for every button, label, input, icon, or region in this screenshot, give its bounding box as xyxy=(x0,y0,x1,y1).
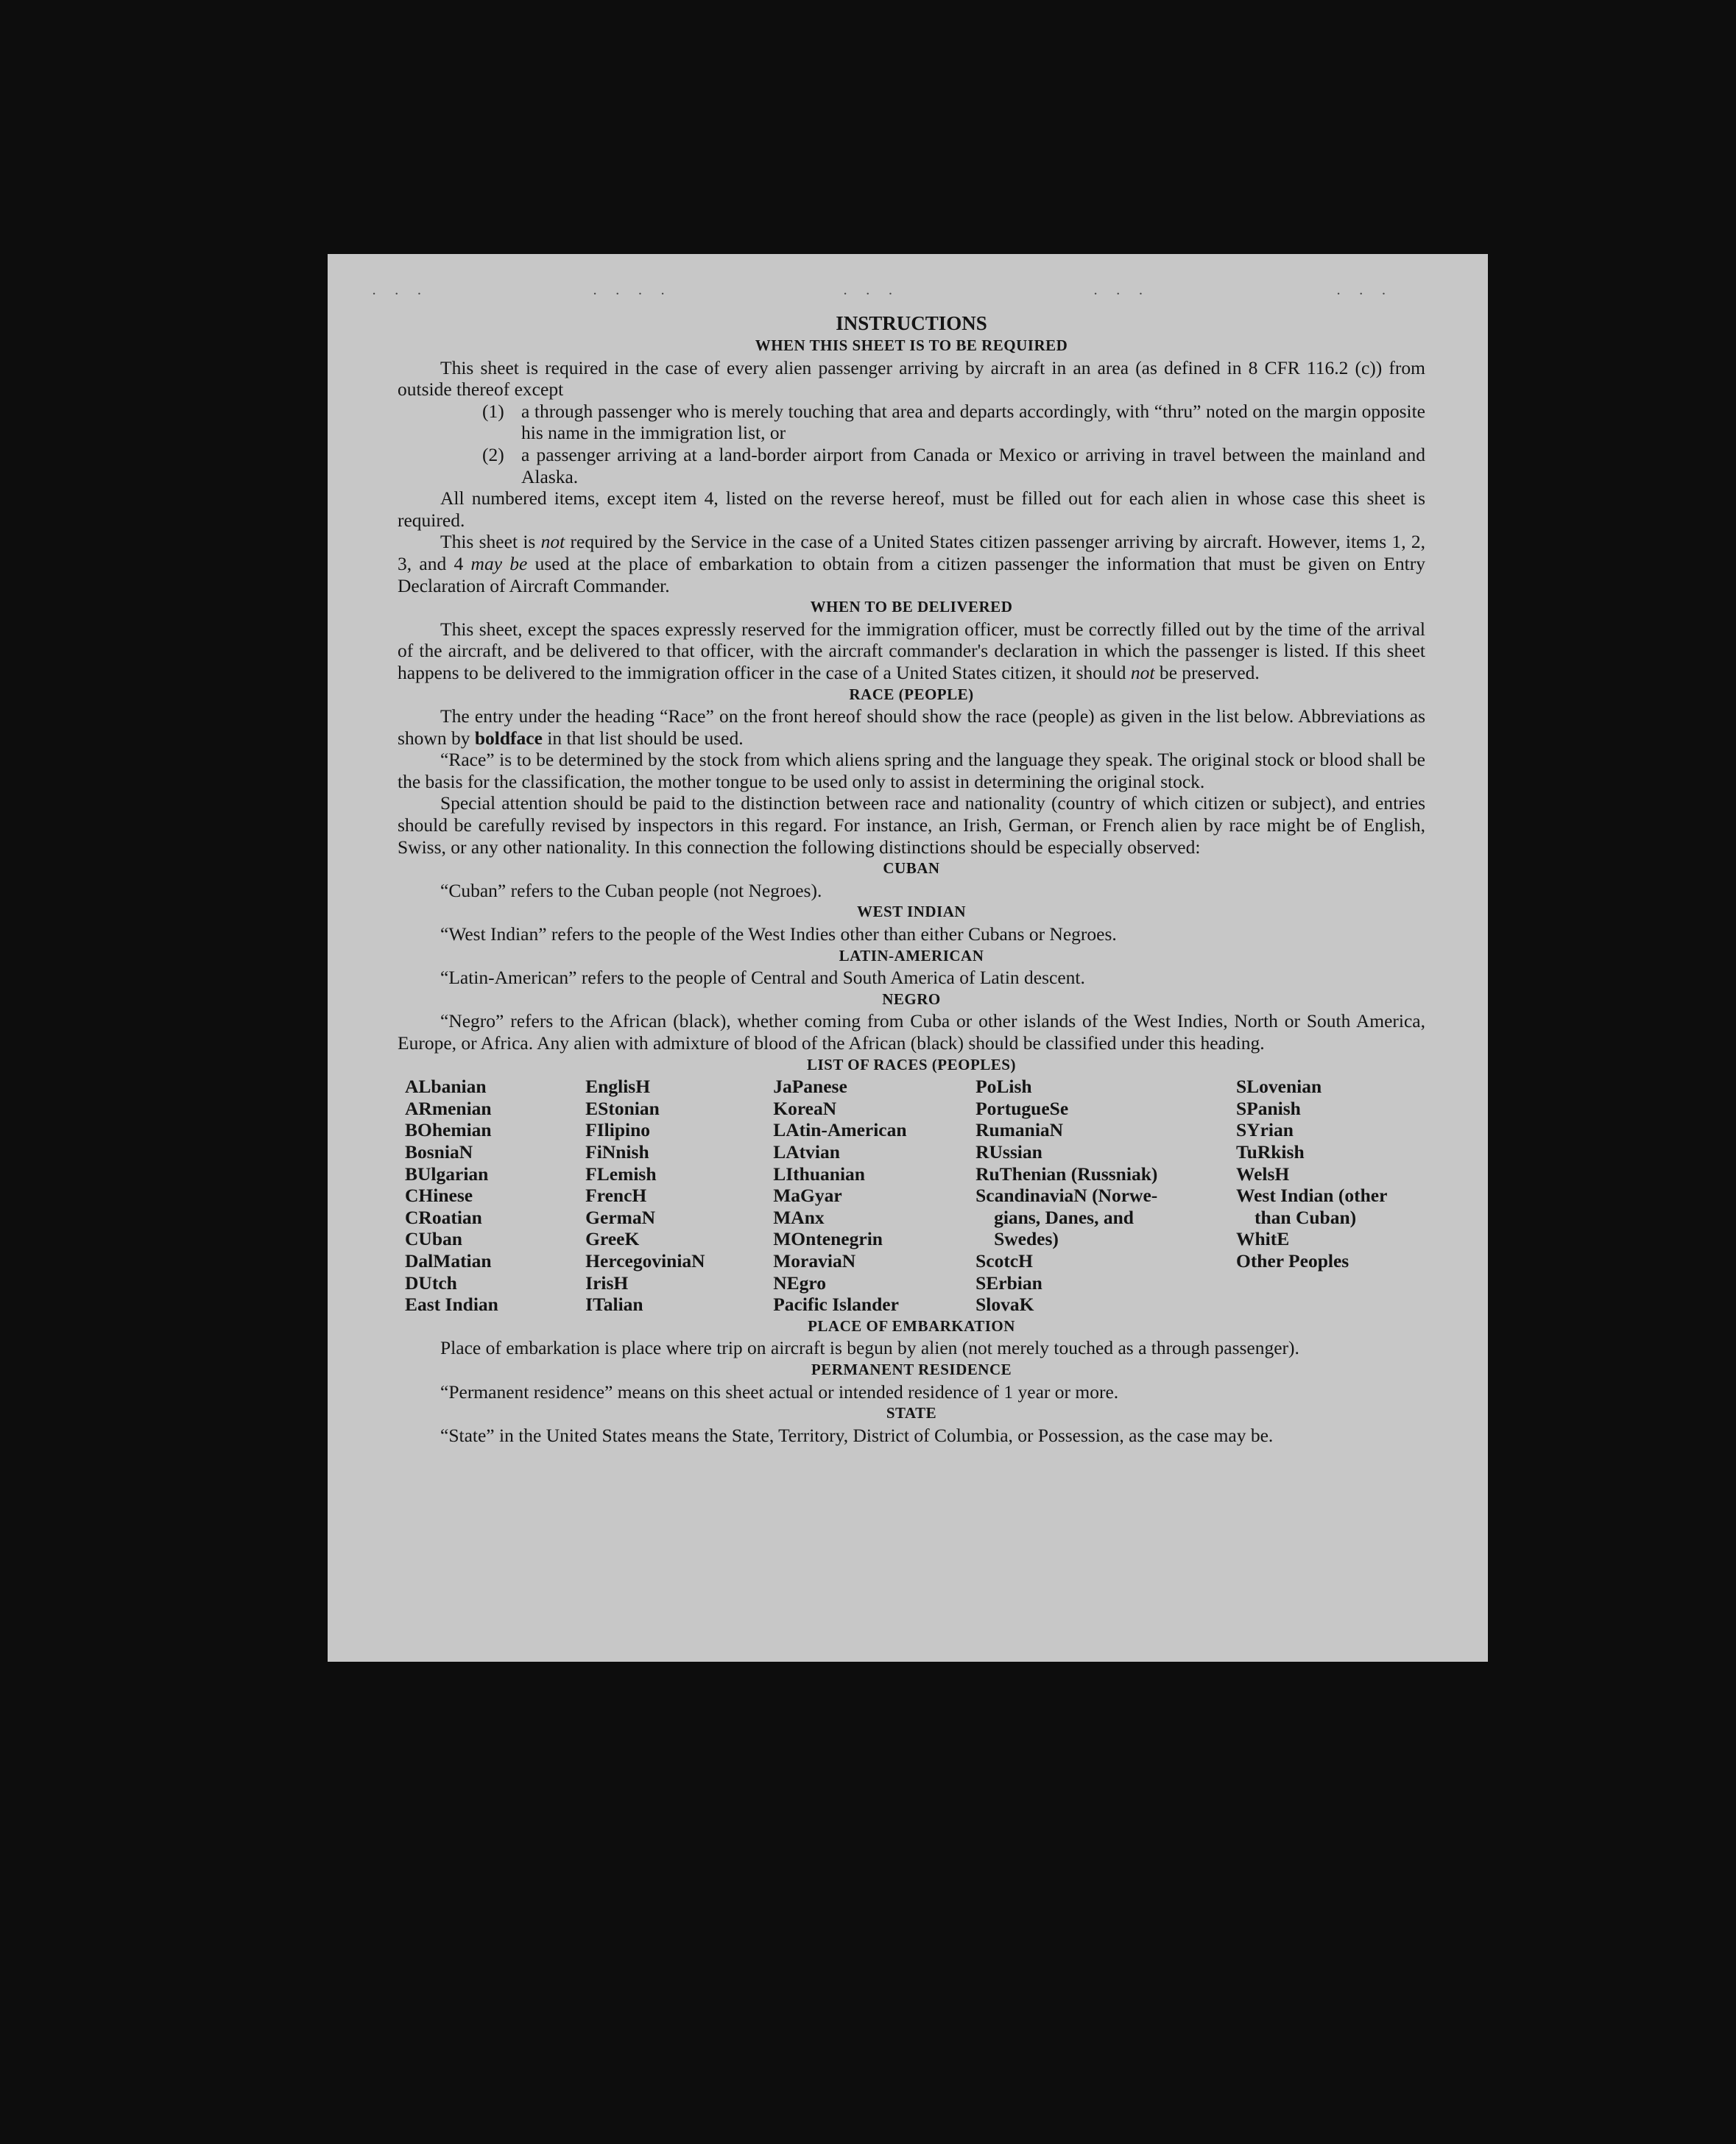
races-column: ALbanian ARmenian BOhemian BosniaN BUlgarian CHinese CRoatian CUban DalMatian DUtch East Indian xyxy=(405,1076,498,1316)
paragraph: Special attention should be paid to the distinction between race and nationality (country of which citizen or subject), and entries should be carefully revised by inspectors in this regard. For instance, an Irish, German, or French alien by race might be of English, Swiss, or any other nationality. In this connection the following distinctions should be especially observed: xyxy=(398,792,1425,858)
paragraph: “Negro” refers to the African (black), whether coming from Cuba or other islands of the West Indies, North or South America, Europe, or Africa. Any alien with admixture of blood of the African (black) should be classified under this heading. xyxy=(398,1010,1425,1054)
list-item: (1) a through passenger who is merely touching that area and departs accordingly, with “thru” noted on the margin opposite his name in the immigration list, or xyxy=(482,400,1425,444)
document-page xyxy=(328,254,1488,1662)
paragraph: “Permanent residence” means on this sheet actual or intended residence of 1 year or more. xyxy=(440,1380,1119,1403)
heading-list-of-races: LIST OF RACES (PEOPLES) xyxy=(807,1055,1016,1073)
paragraph: “State” in the United States means the State, Territory, District of Columbia, or Possession, as the case may be. xyxy=(440,1424,1274,1446)
heading-state: STATE xyxy=(886,1404,937,1422)
races-column: PoLish PortugueSe RumaniaN RUssian RuThenian (Russniak) ScandinaviaN (Norwe- gians, Danes, and Swedes) ScotcH SErbian SlovaK xyxy=(975,1076,1158,1316)
heading-cuban: CUBAN xyxy=(883,859,940,878)
paragraph: “Latin-American” refers to the people of Central and South America of Latin descent. xyxy=(440,967,1085,989)
heading-latin-american: LATIN-AMERICAN xyxy=(839,946,984,965)
paragraph: “Race” is to be determined by the stock from which aliens spring and the language they speak. The original stock or blood shall be the basis for the classification, the mother tongue to be used only to assist in determining the original stock. xyxy=(398,749,1425,792)
races-table xyxy=(405,1076,1425,1316)
paragraph: All numbered items, except item 4, listed on the reverse hereof, must be filled out for each alien in whose case this sheet is required. xyxy=(398,487,1425,531)
paragraph: “Cuban” refers to the Cuban people (not Negroes). xyxy=(440,879,822,901)
paragraph: Place of embarkation is place where trip on aircraft is begun by alien (not merely touched as a through passenger). xyxy=(440,1337,1299,1359)
paragraph: “West Indian” refers to the people of the West Indies other than either Cubans or Negroes. xyxy=(440,923,1117,945)
heading-place-of-embarkation: PLACE OF EMBARKATION xyxy=(808,1316,1015,1335)
paragraph: This sheet, except the spaces expressly reserved for the immigration officer, must be correctly filled out by the time of the arrival of the aircraft, and be delivered to that officer, with the aircraft commander's declaration in which the passenger is listed. If this sheet happens to be delivered to the immigration officer in the case of a United States citizen, it should not be preserved. xyxy=(398,618,1425,683)
heading-west-indian: WEST INDIAN xyxy=(856,903,967,921)
heading-when-delivered: WHEN TO BE DELIVERED xyxy=(810,598,1013,616)
paragraph: This sheet is not required by the Service in the case of a United States citizen passenger arriving by aircraft. However, items 1, 2, 3, and 4 may be used at the place of embarkation to obtain from a citizen passenger the information that must be given on Entry Declaration of Aircraft Commander. xyxy=(398,531,1425,596)
heading-when-required: WHEN THIS SHEET IS TO BE REQUIRED xyxy=(755,336,1068,354)
heading-permanent-residence: PERMANENT RESIDENCE xyxy=(811,1360,1012,1378)
races-column: SLovenian SPanish SYrian TuRkish WelsH West Indian (other than Cuban) WhitE Other Peoples xyxy=(1235,1076,1388,1272)
heading-negro: NEGRO xyxy=(882,990,941,1008)
races-column: EnglisH EStonian FIlipino FiNnish FLemish FrencH GermaN GreeK HercegoviniaN IrisH ITalian xyxy=(585,1076,705,1316)
scan-marks: ⋅ ⋅ ⋅ ⋅ ⋅ ⋅ ⋅ ⋅ ⋅ ⋅ ⋅ ⋅ ⋅ ⋅ ⋅ ⋅ xyxy=(372,286,1394,301)
races-column: JaPanese KoreaN LAtin-American LAtvian LIthuanian MaGyar MAnx MOntenegrin MoraviaN NEgro Pacific Islander xyxy=(773,1076,907,1316)
paragraph: This sheet is required in the case of every alien passenger arriving by aircraft in an area (as defined in 8 CFR 116.2 (c)) from outside thereof except xyxy=(398,356,1425,401)
list-item: (2) a passenger arriving at a land-border airport from Canada or Mexico or arriving in travel between the mainland and Alaska. xyxy=(482,443,1425,487)
page-title: INSTRUCTIONS xyxy=(836,312,987,334)
heading-race: RACE (PEOPLE) xyxy=(849,685,974,703)
paragraph: The entry under the heading “Race” on the front hereof should show the race (people) as given in the list below. Abbreviations as shown by boldface in that list should be used. xyxy=(398,705,1425,749)
